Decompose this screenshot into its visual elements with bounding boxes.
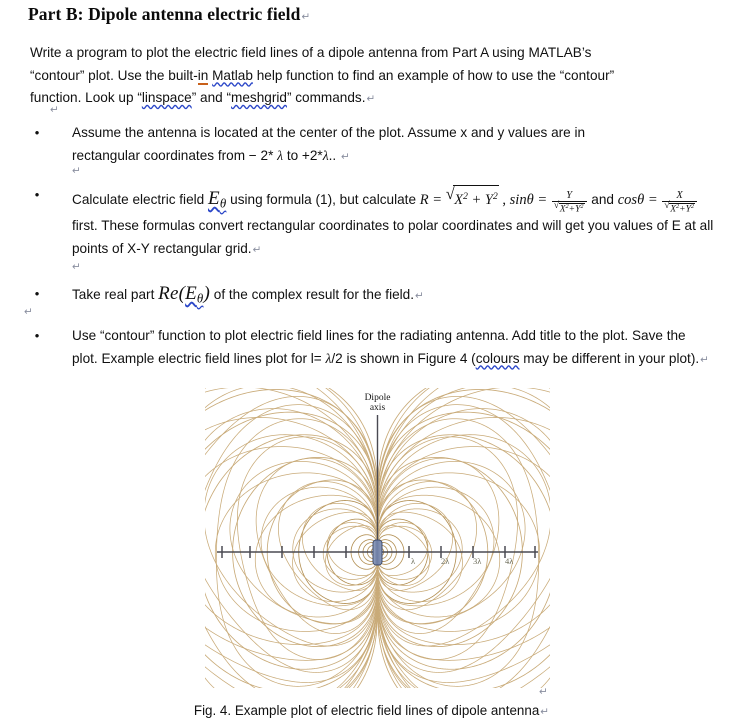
- theta-symbol: θ: [637, 191, 645, 208]
- paragraph-mark: ↵: [301, 11, 311, 23]
- b2-line3-text: and will get you values of E at all points of X-Y rectangular grid.: [72, 218, 714, 256]
- fraction: [552, 190, 587, 215]
- square-root-icon: [664, 202, 695, 215]
- field-line: [378, 412, 551, 688]
- bullet-marker: •: [34, 125, 40, 140]
- comma: ,: [498, 191, 510, 208]
- paragraph-mark: ↵: [24, 306, 33, 318]
- X-symbol: X: [454, 191, 464, 208]
- intro-line3-part-c: ” commands.: [286, 90, 366, 105]
- plus-sign: +: [568, 204, 576, 215]
- Y-symbol: Y: [484, 191, 493, 208]
- X-symbol: X: [670, 204, 677, 215]
- bullet-marker: •: [34, 187, 40, 202]
- paragraph-mark: ↵: [50, 104, 59, 116]
- exponent: 2: [463, 191, 468, 202]
- figure-caption: [0, 703, 743, 718]
- b4-line-3: [553, 351, 709, 366]
- list-item: [30, 122, 714, 168]
- theta-subscript: θ: [196, 290, 204, 306]
- list-item-text: [72, 283, 714, 310]
- field-line: [378, 526, 432, 579]
- lambda-symbol: λ: [277, 147, 284, 163]
- b2-and-text: and: [591, 191, 618, 207]
- spelling-error-linspace: linspace: [141, 90, 192, 105]
- theta-symbol: θ: [526, 191, 534, 208]
- field-line: [378, 447, 551, 645]
- exponent: 2: [565, 203, 569, 211]
- exponent: 2: [676, 203, 680, 211]
- numerator: Y: [566, 189, 573, 201]
- Y-symbol: Y: [685, 204, 691, 215]
- dipole-field-plot: [205, 388, 550, 688]
- b2-line-1: [72, 187, 588, 215]
- b4-line3-text: be different in your plot).: [552, 350, 700, 366]
- fraction: [662, 190, 697, 215]
- X-symbol: X: [559, 204, 566, 215]
- intro-line3-part-b: ” and “: [191, 90, 232, 105]
- re-open: Re(: [158, 283, 186, 304]
- dipole-axis-label-line2: axis: [369, 403, 386, 413]
- list-item-text: [72, 184, 714, 261]
- paragraph-mark: ↵: [539, 686, 548, 698]
- field-line: [293, 509, 378, 592]
- b1-line-2: [72, 145, 714, 169]
- b2-lead-text: Calculate electric field: [72, 191, 208, 207]
- intro-line-1: Write a program to plot the electric field lines of a dipole antenna from Part A using MATLAB’s: [30, 45, 592, 60]
- e-symbol: E: [185, 283, 197, 304]
- bullet-marker: •: [34, 286, 40, 301]
- R-symbol: R: [419, 191, 429, 208]
- field-line: [323, 526, 377, 579]
- spelling-error-colours: colours: [475, 350, 520, 366]
- x-tick-label-3: 3λ: [473, 556, 482, 566]
- re-e-theta-symbol: [158, 283, 210, 304]
- list-item: [30, 325, 714, 371]
- equation-sin-theta: [509, 189, 588, 215]
- plus-sign: +: [679, 204, 686, 215]
- intro-line2-part-b: help function to find an example of how to use the “contour”: [252, 67, 615, 83]
- paragraph-mark: ↵: [340, 150, 350, 163]
- intro-line2-part-a: “contour” plot. Use the built-: [30, 67, 198, 83]
- intro-line3-part-a: function. Look up “: [30, 90, 142, 105]
- e-theta-symbol: [208, 188, 226, 209]
- paragraph-mark: ↵: [366, 93, 376, 105]
- figure-dipole-field-lines: [205, 388, 550, 688]
- b3-line-1: [72, 283, 424, 306]
- list-item: [30, 184, 714, 261]
- equals-sign: =: [644, 191, 662, 208]
- paragraph-mark: ↵: [252, 243, 262, 256]
- grammar-error-in: in: [197, 67, 209, 83]
- paragraph-mark: ↵: [540, 706, 550, 718]
- plus-sign: +: [467, 191, 485, 208]
- denominator: [552, 201, 587, 215]
- field-line: [378, 388, 551, 682]
- b2-mid-text: using formula (1), but calculate: [226, 191, 420, 207]
- exponent: 2: [493, 191, 498, 202]
- equation-R: [420, 192, 499, 208]
- bullet-marker: •: [34, 328, 40, 343]
- b4-line-1: Use “contour” function to plot electric field lines for the radiating antenna. Add title to the: [72, 328, 599, 343]
- equals-sign: =: [533, 191, 551, 208]
- exponent: 2: [690, 203, 695, 211]
- sin-label: sin: [509, 191, 527, 208]
- spelling-error-meshgrid: meshgrid: [231, 90, 287, 105]
- e-symbol: E: [208, 187, 220, 209]
- intro-paragraph: [30, 42, 714, 111]
- intro-line-3: [30, 87, 714, 111]
- b1-line-1: Assume the antenna is located at the center of the plot. Assume x and y values are in: [72, 125, 586, 140]
- cos-label: cos: [617, 191, 638, 208]
- field-line: [205, 447, 378, 645]
- list-item-text: [72, 122, 714, 168]
- b1-line2-part-c: ..: [328, 147, 337, 163]
- spelling-error-matlab: Matlab: [212, 67, 253, 83]
- radicand: [559, 203, 585, 215]
- page-title-text: Part B: Dipole antenna electric field: [28, 4, 301, 24]
- b1-line2-part-b: to +2*: [283, 147, 323, 163]
- list-item-text: [72, 325, 714, 371]
- dipole-element: [373, 540, 382, 565]
- paragraph-mark: ↵: [72, 261, 81, 273]
- dipole-axis-label-line1: Dipole: [364, 393, 391, 403]
- paragraph-mark: ↵: [72, 165, 81, 177]
- field-line: [205, 388, 378, 682]
- lambda-symbol: λ: [325, 350, 332, 366]
- b1-line2-part-a: rectangular coordinates from − 2*: [72, 147, 278, 163]
- figure-caption-text: Fig. 4. Example plot of electric field lines of dipole antenna: [193, 703, 540, 718]
- lambda-symbol: λ: [322, 147, 329, 163]
- x-tick-label-4: 4λ: [505, 556, 514, 566]
- x-tick-label-2: 2λ: [441, 556, 450, 566]
- page-title: [28, 4, 310, 25]
- b4-line2-part-c: may: [519, 350, 549, 366]
- exponent: 2: [580, 203, 584, 211]
- radicand: [453, 185, 499, 211]
- theta-subscript: θ: [219, 195, 227, 211]
- b4-line2-part-a: plot. Save the plot. Example electric field lines plot for l=: [72, 328, 686, 366]
- re-close: ): [203, 283, 210, 304]
- b3-trail-text: of the complex result for the field.: [210, 287, 415, 302]
- square-root-icon: [554, 202, 585, 215]
- b4-line2-part-b: /2 is shown in Figure 4 (: [331, 350, 476, 366]
- field-line: [205, 412, 378, 688]
- paragraph-mark: ↵: [700, 353, 709, 366]
- radicand: [669, 203, 695, 215]
- denominator: [662, 201, 697, 215]
- field-line: [378, 509, 463, 592]
- list-item: [30, 283, 714, 310]
- b3-lead-text: Take real part: [72, 287, 159, 302]
- Y-symbol: Y: [575, 204, 581, 215]
- b2-line2-rest: first. These formulas convert rectangular coordinates to polar coordinates: [72, 218, 513, 234]
- x-tick-label-1: λ: [411, 556, 416, 566]
- paragraph-mark: ↵: [415, 290, 424, 302]
- intro-line-2: [30, 65, 714, 88]
- equals-sign: =: [428, 191, 446, 208]
- equation-cos-theta: [617, 189, 698, 215]
- square-root-icon: [446, 184, 499, 211]
- numerator: X: [676, 189, 683, 201]
